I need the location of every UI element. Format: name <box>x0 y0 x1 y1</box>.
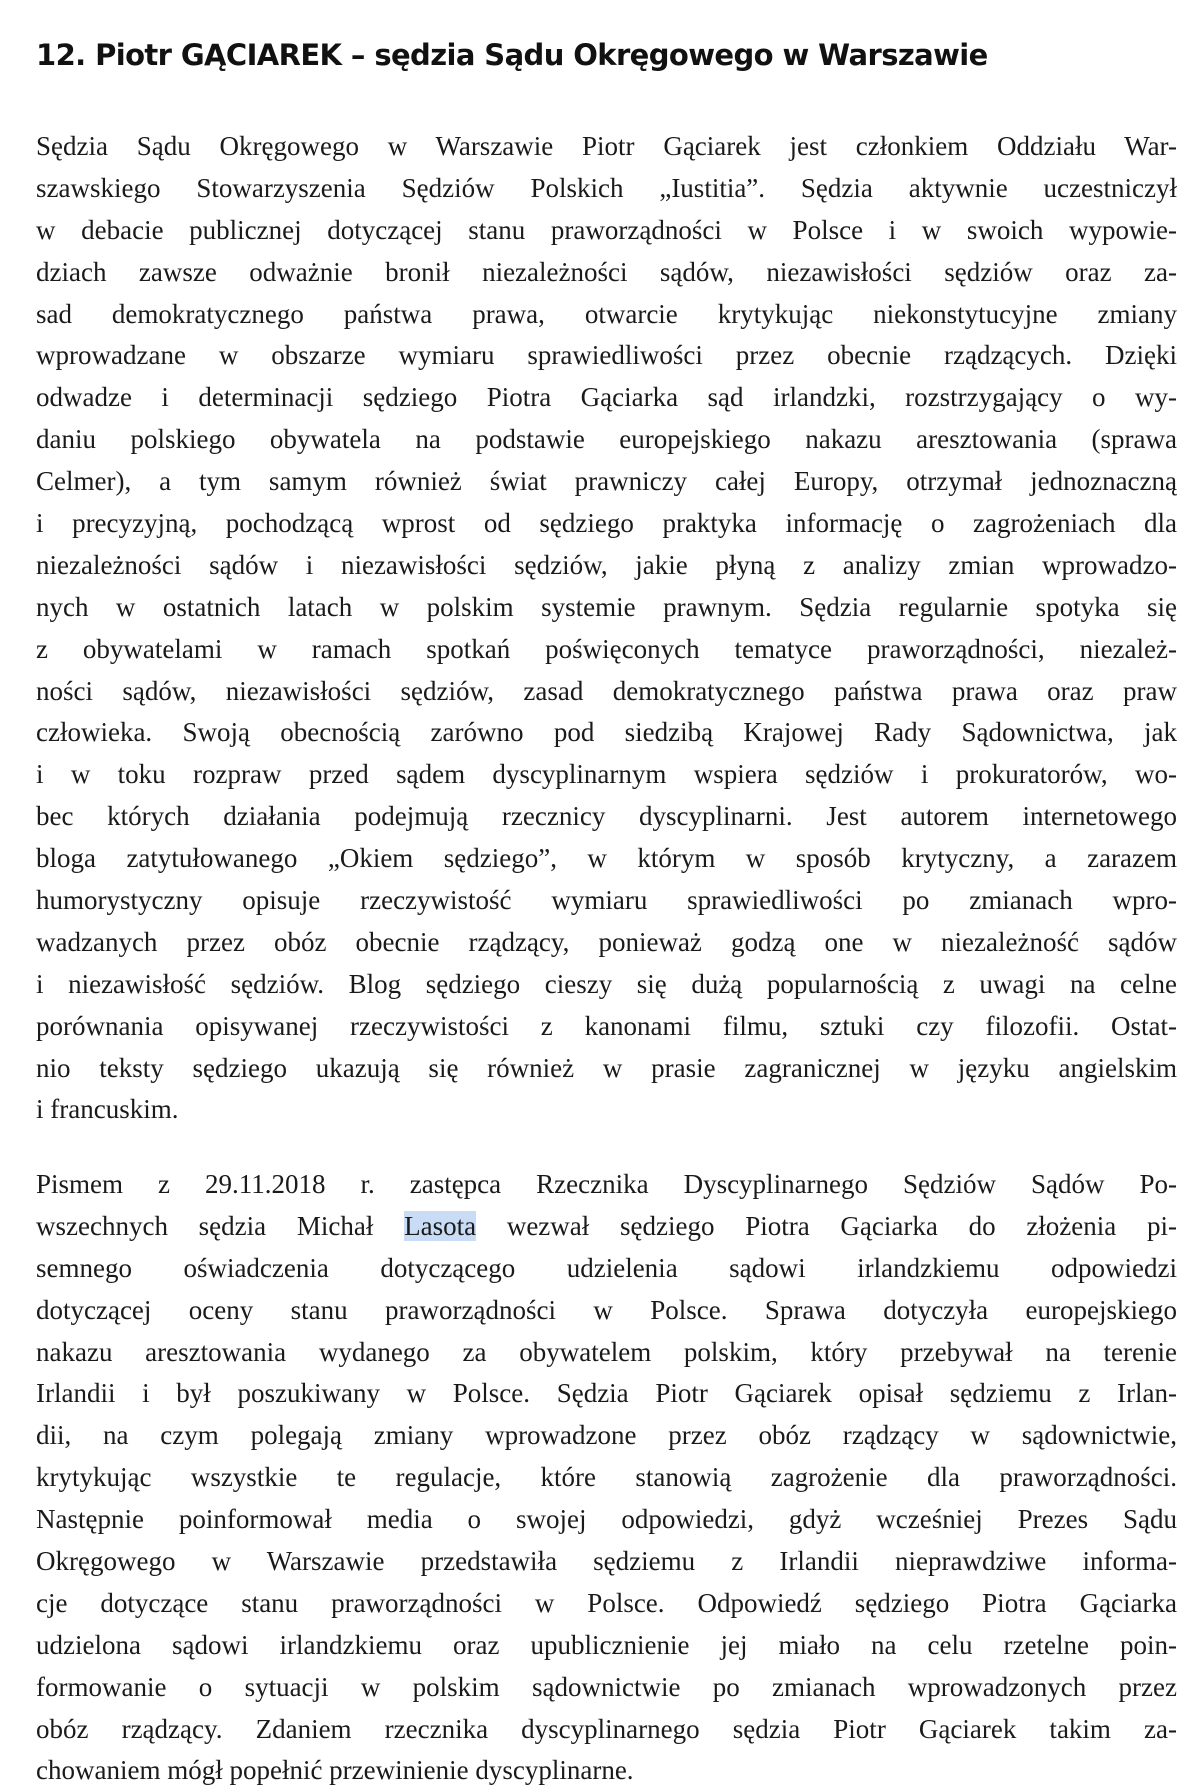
text-span: wezwał sędziego Piotra Gąciarka do złożenia pi- <box>476 1210 1177 1241</box>
text-line: dotyczącej oceny stanu praworządności w Polsce. Sprawa dotyczyła europejskiego <box>36 1294 1177 1325</box>
text-line: Celmer), a tym samym również świat prawniczy całej Europy, otrzymał jednoznaczną <box>36 466 1177 497</box>
text-line: z obywatelami w ramach spotkań poświęconych tematyce praworządności, niezależ- <box>36 633 1177 664</box>
text-line: udzielona sądowi irlandzkiemu oraz upublicznienie jej miało na celu rzetelne poin- <box>36 1629 1177 1660</box>
text-line: daniu polskiego obywatela na podstawie europejskiego nakazu aresztowania (sprawa <box>36 424 1177 455</box>
text-line: obóz rządzący. Zdaniem rzecznika dyscyplinarnego sędzia Piotr Gąciarek takim za- <box>36 1713 1177 1744</box>
text-line: dii, na czym polegają zmiany wprowadzone przez obóz rządzący w sądownictwie, <box>36 1420 1177 1451</box>
paragraph-disciplinary <box>36 1164 1177 1792</box>
text-line <box>36 1206 1177 1248</box>
text-line: człowieka. Swoją obecnością zarówno pod siedzibą Krajowej Rady Sądownictwa, jak <box>36 717 1177 748</box>
text-line: Sędzia Sądu Okręgowego w Warszawie Piotr Gąciarek jest członkiem Oddziału War- <box>36 131 1177 161</box>
paragraph-biography <box>36 126 1177 1131</box>
text-line: wprowadzane w obszarze wymiaru sprawiedliwości przez obecnie rządzących. Dzięki <box>36 340 1177 371</box>
text-line: Następnie poinformował media o swojej odpowiedzi, gdyż wcześniej Prezes Sądu <box>36 1504 1177 1535</box>
text-line: dziach zawsze odważnie bronił niezależności sądów, niezawisłości sędziów oraz za- <box>36 256 1177 287</box>
text-span: wszechnych sędzia Michał <box>36 1210 405 1241</box>
text-line: nakazu aresztowania wydanego za obywatelem polskim, który przebywał na terenie <box>36 1336 1177 1367</box>
text-line: wadzanych przez obóz obecnie rządzący, ponieważ godzą one w niezależność sądów <box>36 926 1177 957</box>
text-line: niezależności sądów i niezawisłości sędziów, jakie płyną z analizy zmian wprowadzo- <box>36 549 1177 580</box>
text-line: bloga zatytułowanego „Okiem sędziego”, w którym w sposób krytyczny, a zarazem <box>36 843 1177 874</box>
text-line: chowaniem mógł popełnić przewinienie dyscyplinarne. <box>36 1755 634 1786</box>
text-line: sad demokratycznego państwa prawa, otwarcie krytykując niekonstytucyjne zmiany <box>36 298 1177 329</box>
text-line: Okręgowego w Warszawie przedstawiła sędziemu z Irlandii nieprawdziwe informa- <box>36 1546 1177 1577</box>
text-line: i precyzyjną, pochodzącą wprost od sędziego praktyka informację o zagrożeniach dla <box>36 508 1177 539</box>
text-line: Irlandii i był poszukiwany w Polsce. Sędzia Piotr Gąciarek opisał sędziemu z Irlan- <box>36 1378 1177 1409</box>
text-line: humorystyczny opisuje rzeczywistość wymiaru sprawiedliwości po zmianach wpro- <box>36 885 1177 916</box>
text-line: nych w ostatnich latach w polskim systemie prawnym. Sędzia regularnie spotyka się <box>36 591 1177 622</box>
text-line: szawskiego Stowarzyszenia Sędziów Polskich „Iustitia”. Sędzia aktywnie uczestniczył <box>36 172 1177 203</box>
text-line: cje dotyczące stanu praworządności w Polsce. Odpowiedź sędziego Piotra Gąciarka <box>36 1587 1177 1618</box>
selected-text-highlight[interactable]: Lasota <box>404 1210 477 1241</box>
text-line: i francuskim. <box>36 1094 179 1125</box>
text-line: krytykując wszystkie te regulacje, które stanowią zagrożenie dla praworządności. <box>36 1462 1177 1493</box>
text-line: i niezawisłość sędziów. Blog sędziego cieszy się dużą popularnością z uwagi na celne <box>36 968 1177 999</box>
text-line: porównania opisywanej rzeczywistości z kanonami filmu, sztuki czy filozofii. Ostat- <box>36 1010 1177 1041</box>
text-line: nio teksty sędziego ukazują się również w prasie zagranicznej w języku angielskim <box>36 1052 1177 1083</box>
text-line: Pismem z 29.11.2018 r. zastępca Rzecznika Dyscyplinarnego Sędziów Sądów Po- <box>36 1169 1177 1199</box>
text-line: ności sądów, niezawisłości sędziów, zasad demokratycznego państwa prawa oraz praw <box>36 675 1177 706</box>
text-line: odwadze i determinacji sędziego Piotra Gąciarka sąd irlandzki, rozstrzygający o wy- <box>36 382 1177 413</box>
text-line: formowanie o sytuacji w polskim sądownictwie po zmianach wprowadzonych przez <box>36 1671 1177 1702</box>
text-line: semnego oświadczenia dotyczącego udzielenia sądowi irlandzkiemu odpowiedzi <box>36 1252 1177 1283</box>
text-line: bec których działania podejmują rzecznicy dyscyplinarni. Jest autorem internetowego <box>36 801 1177 832</box>
section-heading: 12. Piotr GĄCIAREK – sędzia Sądu Okręgowego w Warszawie <box>36 38 988 72</box>
text-line: i w toku rozpraw przed sądem dyscyplinarnym wspiera sędziów i prokuratorów, wo- <box>36 759 1177 790</box>
text-line: w debacie publicznej dotyczącej stanu praworządności w Polsce i w swoich wypowie- <box>36 214 1177 245</box>
